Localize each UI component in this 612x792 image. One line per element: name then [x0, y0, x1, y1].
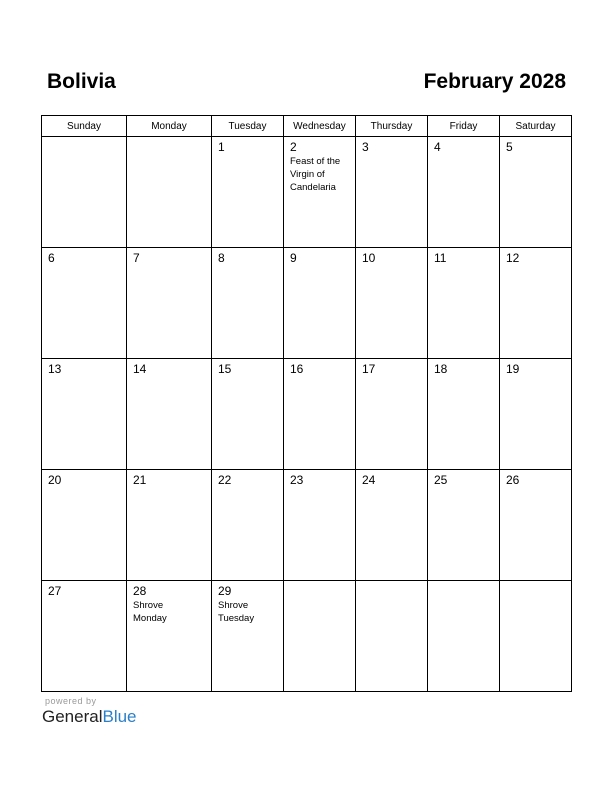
day-cell: [42, 581, 127, 692]
day-number: 3: [362, 140, 369, 154]
day-number: 22: [218, 473, 232, 487]
day-cell: [127, 359, 212, 470]
day-number: 17: [362, 362, 376, 376]
day-number: 29: [218, 584, 232, 598]
day-number: 1: [218, 140, 225, 154]
day-cell: [356, 470, 428, 581]
powered-by-label: powered by: [45, 696, 97, 706]
day-cell: [356, 581, 428, 692]
week-row: [42, 581, 572, 692]
day-number: 6: [48, 251, 55, 265]
day-number: 23: [290, 473, 304, 487]
day-number: 16: [290, 362, 304, 376]
day-cell: [284, 470, 356, 581]
day-number: 20: [48, 473, 62, 487]
weekday-header: Thursday: [356, 116, 428, 137]
country-title: Bolivia: [47, 70, 116, 93]
day-number: 11: [434, 251, 447, 265]
day-cell: [356, 137, 428, 248]
day-cell: [127, 470, 212, 581]
brand-logo-part1: General: [42, 707, 103, 726]
day-number: 26: [506, 473, 520, 487]
holiday-label: Shrove Monday: [133, 600, 167, 624]
weekday-header: Friday: [428, 116, 500, 137]
day-cell: [284, 248, 356, 359]
day-number: 2: [290, 140, 297, 154]
day-cell: [42, 248, 127, 359]
day-cell: [42, 359, 127, 470]
day-cell: [284, 359, 356, 470]
day-cell: [212, 581, 284, 692]
weekday-header: Saturday: [500, 116, 572, 137]
day-cell: [356, 359, 428, 470]
weekday-header: Monday: [127, 116, 212, 137]
day-cell: [500, 137, 572, 248]
day-cell: [127, 137, 212, 248]
weekday-header: Sunday: [42, 116, 127, 137]
day-number: 15: [218, 362, 232, 376]
day-cell: [127, 248, 212, 359]
day-cell: [284, 581, 356, 692]
day-cell: [356, 248, 428, 359]
day-number: 8: [218, 251, 225, 265]
day-number: 28: [133, 584, 147, 598]
day-number: 12: [506, 251, 520, 265]
day-cell: [428, 248, 500, 359]
day-cell: [42, 470, 127, 581]
day-number: 7: [133, 251, 140, 265]
day-number: 5: [506, 140, 513, 154]
day-cell: [212, 359, 284, 470]
day-number: 27: [48, 584, 62, 598]
day-number: 4: [434, 140, 441, 154]
day-cell: [212, 248, 284, 359]
day-number: 10: [362, 251, 376, 265]
brand-logo[interactable]: [42, 707, 137, 727]
day-cell: [284, 137, 356, 248]
weekday-header: Tuesday: [212, 116, 284, 137]
week-row: [42, 248, 572, 359]
day-number: 14: [133, 362, 147, 376]
day-number: 24: [362, 473, 376, 487]
footer-branding: [42, 696, 137, 727]
day-number: 9: [290, 251, 297, 265]
brand-logo-part2: Blue: [102, 707, 137, 726]
day-number: 13: [48, 362, 62, 376]
week-row: [42, 470, 572, 581]
week-row: [42, 137, 572, 248]
month-title: February 2028: [423, 70, 566, 93]
day-number: 25: [434, 473, 448, 487]
day-cell: [500, 359, 572, 470]
day-cell: [428, 359, 500, 470]
day-cell: [212, 470, 284, 581]
holiday-label: Feast of the Virgin of Candelaria: [290, 156, 341, 193]
day-cell: [42, 137, 127, 248]
day-cell: [428, 470, 500, 581]
day-cell: [212, 137, 284, 248]
week-row: [42, 359, 572, 470]
day-cell: [500, 581, 572, 692]
weekday-header: Wednesday: [284, 116, 356, 137]
day-number: 18: [434, 362, 448, 376]
day-cell: [500, 248, 572, 359]
day-number: 21: [133, 473, 147, 487]
day-cell: [127, 581, 212, 692]
day-cell: [428, 581, 500, 692]
day-cell: [500, 470, 572, 581]
holiday-label: Shrove Tuesday: [218, 600, 255, 624]
calendar-grid: [41, 115, 572, 692]
day-cell: [428, 137, 500, 248]
weekday-header-row: [42, 116, 572, 137]
day-number: 19: [506, 362, 520, 376]
